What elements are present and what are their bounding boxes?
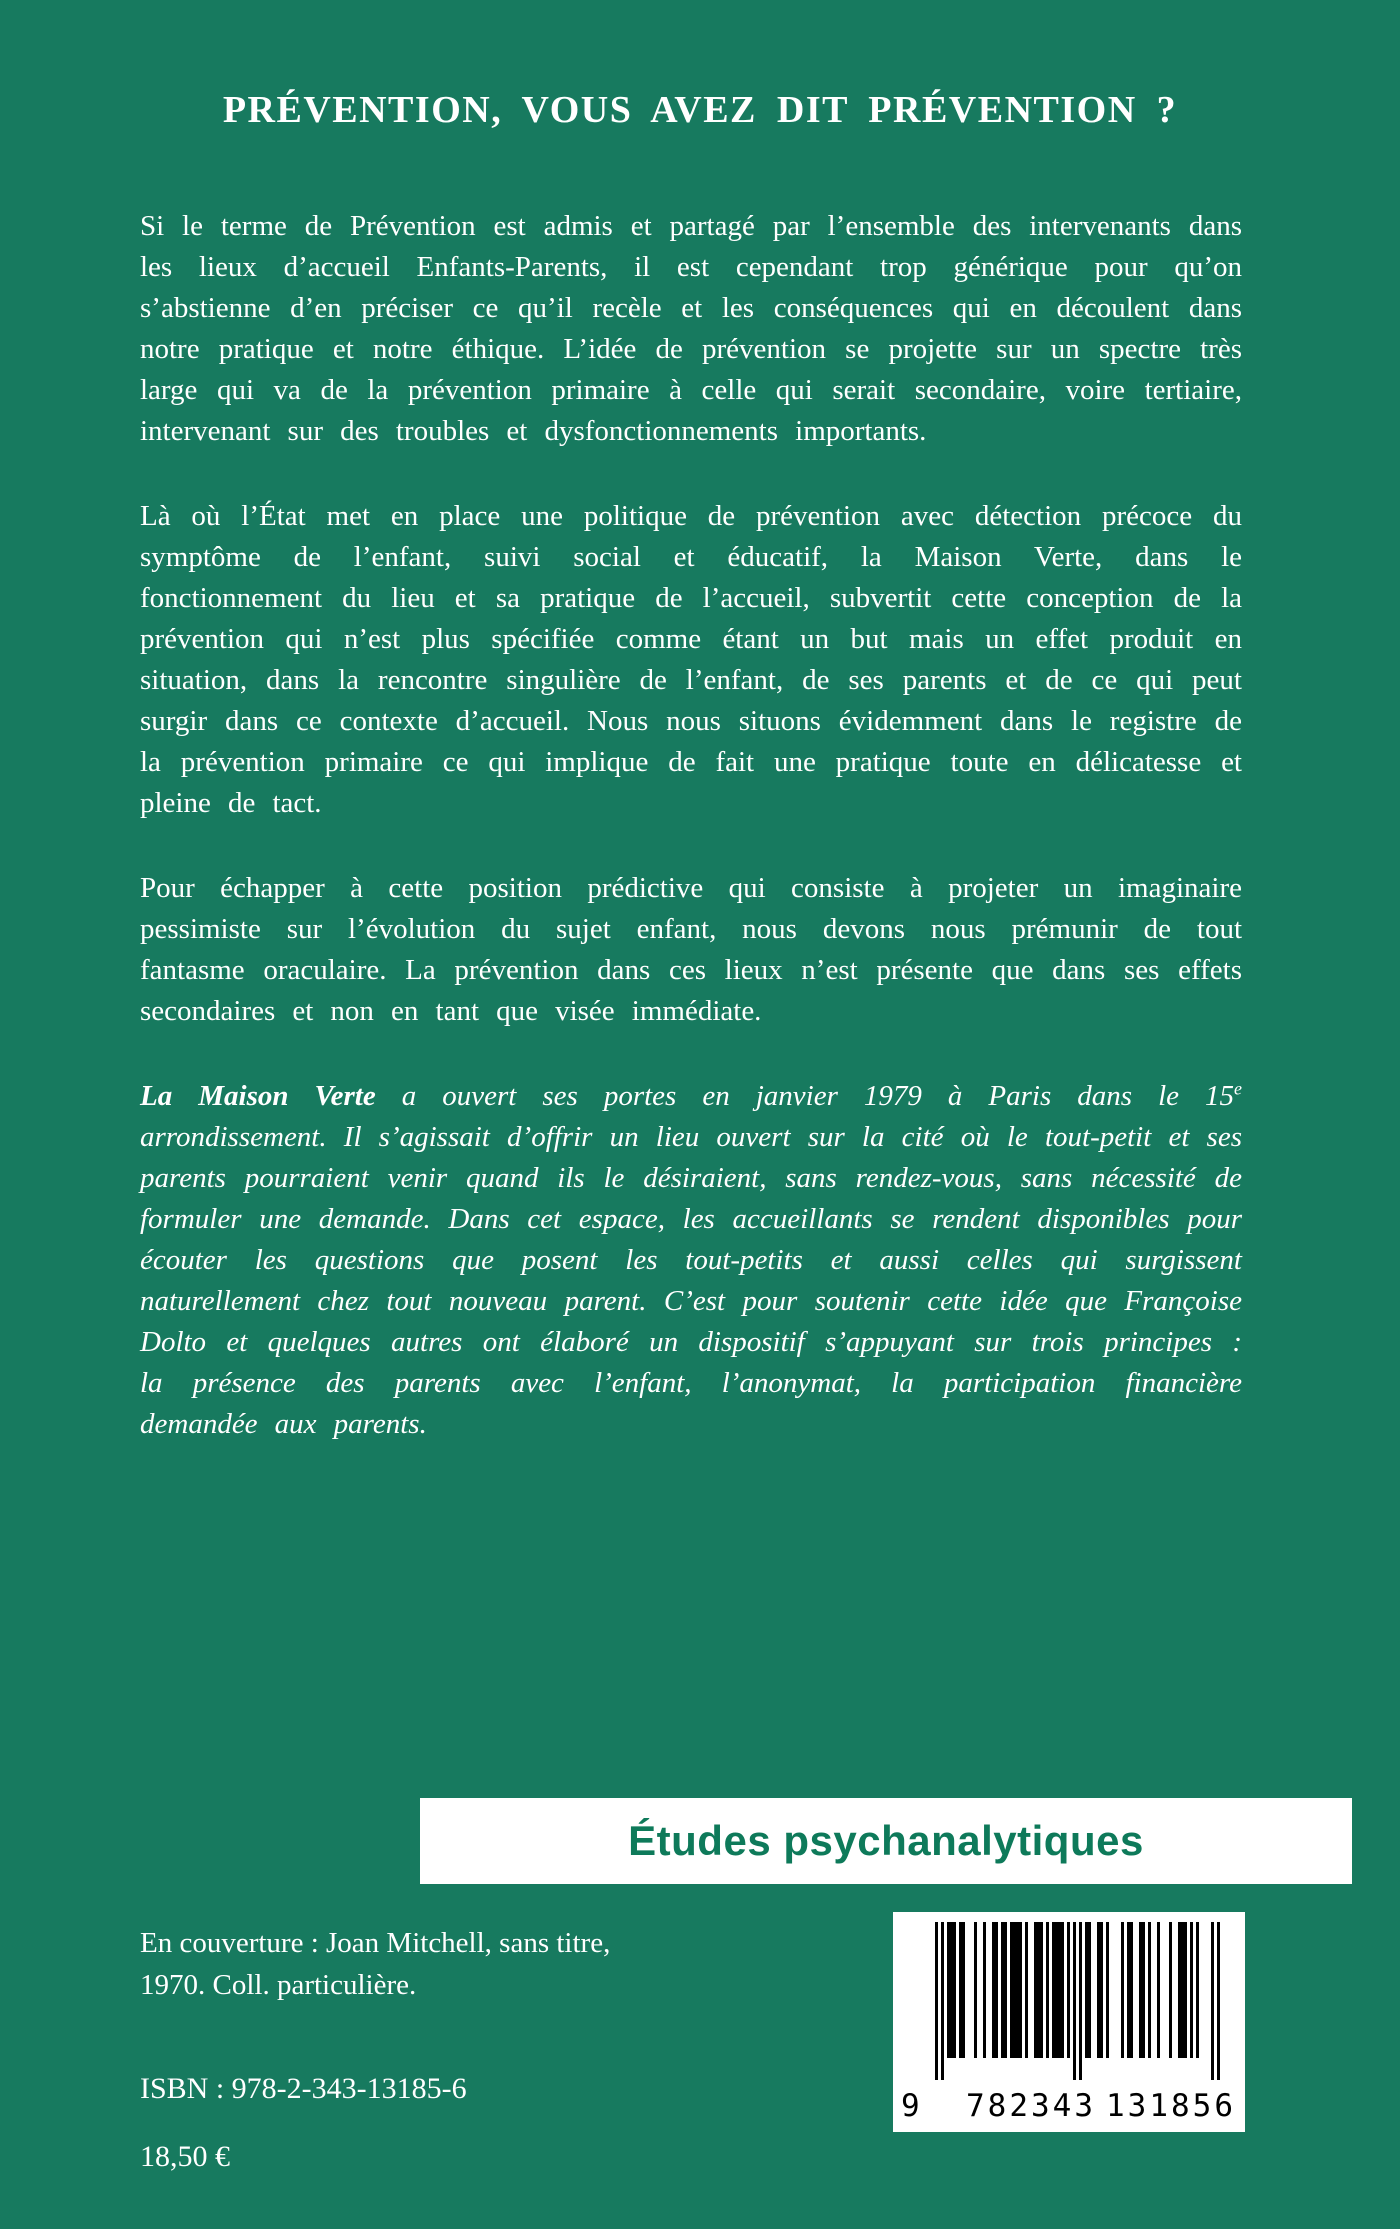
barcode-digits-left: 782343 [966,2088,1096,2124]
cover-credit [140,1922,610,2006]
ordinal-superscript: e [1234,1078,1242,1099]
maison-verte-paragraph [140,1076,1242,1445]
cover-credit-line-1: En couverture : Joan Mitchell, sans titre, [140,1927,611,1959]
isbn-text: ISBN : 978-2-343-13185-6 [140,2072,467,2105]
body-paragraph: Pour échapper à cette position prédictive qui consiste à projeter un imaginaire pessimiste sur l’évolution du sujet enfant, nous devons nous prémunir de tout fantasme oraculaire. La prévention dans ces lieux n’est présente que dans ses effets secondaires et non en tant que visée immédiate. [140,872,1242,1027]
price-text: 18,50 € [140,2140,230,2173]
maison-verte-lead: La Maison Verte [140,1080,376,1112]
page-title: PRÉVENTION, VOUS AVEZ DIT PRÉVENTION ? [222,89,1178,131]
barcode-bars [935,1922,1220,2080]
cover-credit-line-2: 1970. Coll. particulière. [140,1969,417,2001]
back-cover-text [140,206,1242,1445]
collection-label: Études psychanalytiques [628,1817,1144,1864]
barcode [893,1912,1245,2132]
maison-verte-text-1: a ouvert ses portes en janvier 1979 à Paris dans le 15 [375,1080,1235,1112]
collection-band [420,1798,1352,1884]
barcode-digit-first: 9 [901,2088,923,2124]
body-paragraph: Si le terme de Prévention est admis et partagé par l’ensemble des intervenants dans les lieux d’accueil Enfants-Parents, il est cependant trop générique pour qu’on s’abstienne d’en préciser ce qu’il recèle et les conséquences qui en découlent dans notre pratique et notre éthique. L’idée de prévention se projette sur un spectre très large qui va de la prévention primaire à celle qui serait secondaire, voire tertiaire, intervenant sur des troubles et dysfonctionnements importants. [140,210,1242,447]
body-paragraph: Là où l’État met en place une politique de prévention avec détection précoce du symptôme de l’enfant, suivi social et éducatif, la Maison Verte, dans le fonctionnement du lieu et sa pratique de l’accueil, subvertit cette conception de la prévention qui n’est plus spécifiée comme étant un but mais un effet produit en situation, dans la rencontre singulière de l’enfant, de ses parents et de ce qui peut surgir dans ce contexte d’accueil. Nous nous situons évidemment dans le registre de la prévention primaire ce qui implique de fait une pratique toute en délicatesse et pleine de tact. [140,500,1242,819]
maison-verte-text-2: arrondissement. Il s’agissait d’offrir un lieu ouvert sur la cité où le tout-petit et ses parents pourraient venir quand ils le désiraient, sans rendez-vous, sans nécessité de formuler une demande. Dans cet espace, les accueillants se rendent disponibles pour écouter les questions que posent les tout-petits et aussi celles qui surgissent naturellement chez tout nouveau parent. C’est pour soutenir cette idée que Françoise Dolto et quelques autres ont élaboré un dispositif s’appuyant sur trois principes : la présence des parents avec l’enfant, l’anonymat, la participation financière demandée aux parents. [140,1121,1242,1440]
barcode-digits-right: 131856 [1106,2088,1236,2124]
